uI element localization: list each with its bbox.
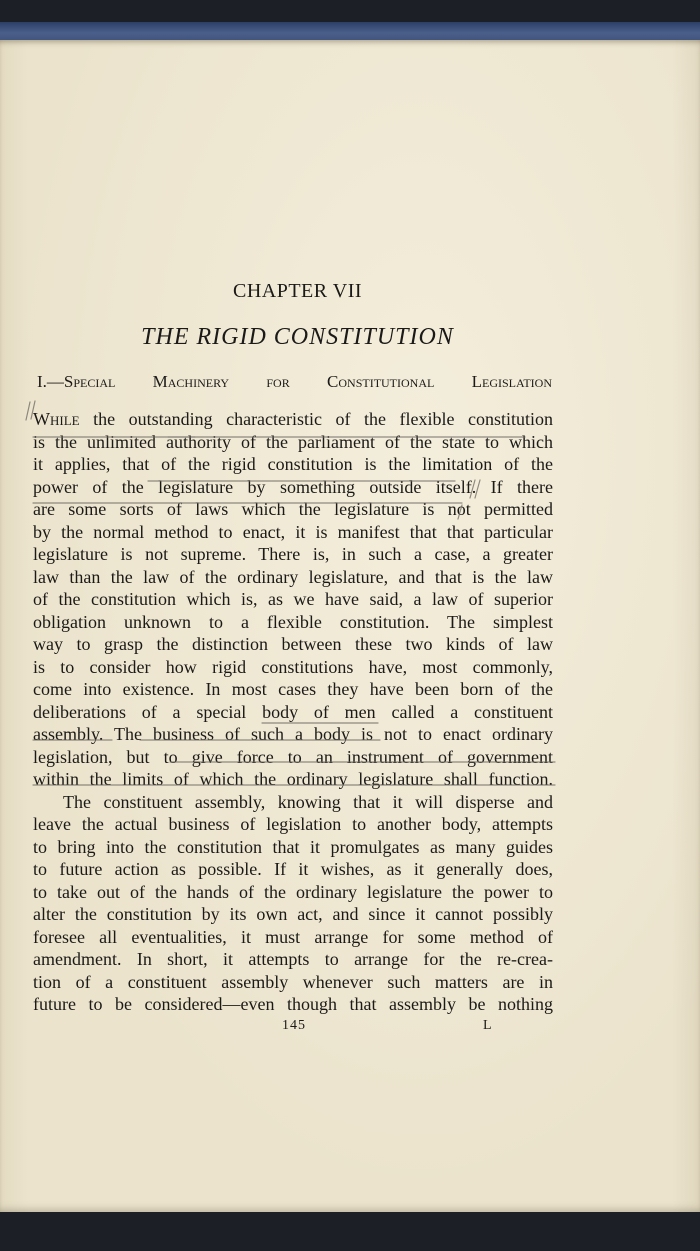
text-line: way to grasp the distinction between these two kinds of law bbox=[33, 634, 553, 654]
signature-mark: L bbox=[483, 1018, 492, 1033]
text-line: legislation, but to give force to an instrument of government bbox=[33, 746, 553, 767]
text-line: it applies, that of the rigid constitution is the limitation of the bbox=[33, 454, 553, 474]
text-line: leave the actual business of legislation to another body, attempts bbox=[33, 814, 553, 834]
text-line: assembly. The business of such a body is not to enact ordinary bbox=[33, 724, 553, 744]
text-line: legislature is not supreme. There is, in such a case, a greater bbox=[33, 544, 553, 564]
text-line: of the constitution which is, as we have said, a law of superior bbox=[33, 589, 553, 609]
text-line: to take out of the hands of the ordinary legislature the power to bbox=[33, 881, 553, 902]
text-line: The constituent assembly, knowing that it will disperse and bbox=[63, 791, 553, 812]
text-line: is to consider how rigid constitutions have, most commonly, bbox=[33, 656, 553, 677]
text-line: alter the constitution by its own act, and since it cannot possibly bbox=[33, 904, 553, 924]
text-line: future to be considered—even though that assembly be nothing bbox=[33, 994, 553, 1014]
text-line: are some sorts of laws which the legislature is not permitted bbox=[33, 499, 553, 519]
drop-word: While bbox=[33, 409, 80, 429]
text-line: obligation unknown to a flexible constitution. The simplest bbox=[33, 611, 553, 632]
page-number: 145 bbox=[282, 1018, 306, 1033]
text-line: tion of a constituent assembly whenever such matters are in bbox=[33, 971, 553, 992]
text-line: within the limits of which the ordinary legislature shall function. bbox=[33, 769, 553, 789]
text-line: by the normal method to enact, it is manifest that that particular bbox=[33, 521, 553, 542]
text-line: is the unlimited authority of the parliament of the state to which bbox=[33, 431, 553, 452]
text-line: amendment. In short, it attempts to arrange for the re-crea- bbox=[33, 949, 553, 969]
text-line: law than the law of the ordinary legislature, and that is the law bbox=[33, 566, 553, 587]
text-line: foresee all eventualities, it must arrange for some method of bbox=[33, 926, 553, 947]
chapter-number: CHAPTER VII bbox=[232, 280, 363, 302]
text-line: While the outstanding characteristic of the flexible constitution bbox=[33, 409, 553, 429]
chapter-title: THE RIGID CONSTITUTION bbox=[141, 324, 454, 350]
text-line: deliberations of a special body of men called a constituent bbox=[33, 701, 553, 722]
page-paper bbox=[0, 40, 700, 1212]
text-line: power of the legislature by something outside itself. If there bbox=[33, 476, 553, 497]
text-line: to future action as possible. If it wishes, as it generally does, bbox=[33, 859, 553, 879]
section-heading: I.—Special Machinery for Constitutional Legislation bbox=[37, 372, 552, 391]
text-line: come into existence. In most cases they have been born of the bbox=[33, 679, 553, 699]
text-line: to bring into the constitution that it promulgates as many guides bbox=[33, 836, 553, 857]
